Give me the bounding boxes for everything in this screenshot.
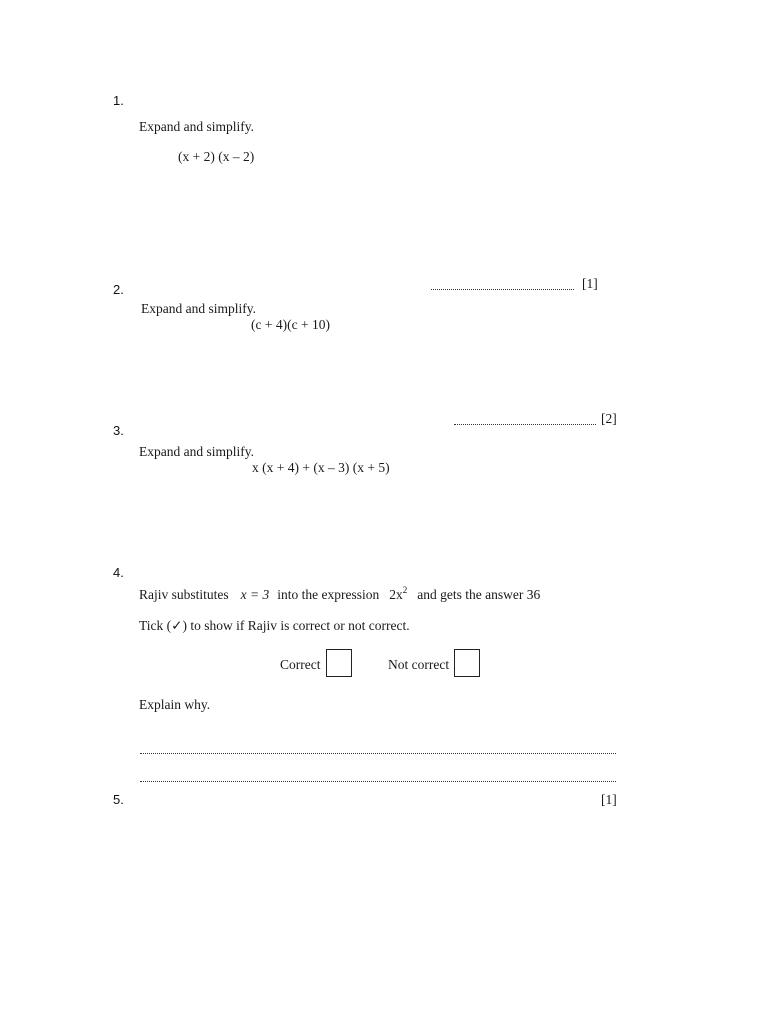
question-1-instruction: Expand and simplify. [139, 119, 254, 134]
question-2-instruction: Expand and simplify. [141, 301, 256, 316]
question-4-explain: Explain why. [139, 697, 211, 712]
option-not-correct-label: Not correct [388, 657, 450, 672]
question-2-number: 2. [113, 282, 124, 297]
correct-checkbox[interactable] [326, 649, 352, 677]
question-4-statement-c: and gets the answer 36 [417, 587, 541, 602]
question-1-number: 1. [113, 93, 124, 108]
explanation-line-2[interactable] [140, 781, 616, 782]
question-4-number: 4. [113, 565, 124, 580]
not-correct-checkbox[interactable] [454, 649, 480, 677]
question-2-answer-line[interactable] [454, 424, 596, 425]
question-3-expression: x (x + 4) + (x – 3) (x + 5) [252, 460, 390, 475]
question-4-mark: [1] [601, 792, 617, 807]
question-4-statement [139, 587, 540, 603]
question-4-expression: $2x^2$ [389, 585, 408, 602]
question-4-substitution: x = 3 [240, 587, 270, 602]
question-1-expression: (x + 2) (x – 2) [178, 149, 255, 164]
question-3-number: 3. [113, 423, 124, 438]
question-2-mark: [2] [601, 411, 617, 426]
question-3-instruction: Expand and simplify. [139, 444, 254, 459]
question-5-number: 5. [113, 792, 124, 807]
explanation-line-1[interactable] [140, 753, 616, 754]
question-2-expression: (c + 4)(c + 10) [251, 317, 330, 332]
question-4-statement-a: Rajiv substitutes [139, 587, 229, 602]
question-1-mark: [1] [582, 276, 598, 291]
question-4-tick-instruction: Tick (✓) to show if Rajiv is correct or not correct. [139, 618, 410, 633]
option-correct-label: Correct [280, 657, 321, 672]
question-1-answer-line[interactable] [431, 289, 574, 290]
question-4-statement-b: into the expression [277, 587, 380, 602]
